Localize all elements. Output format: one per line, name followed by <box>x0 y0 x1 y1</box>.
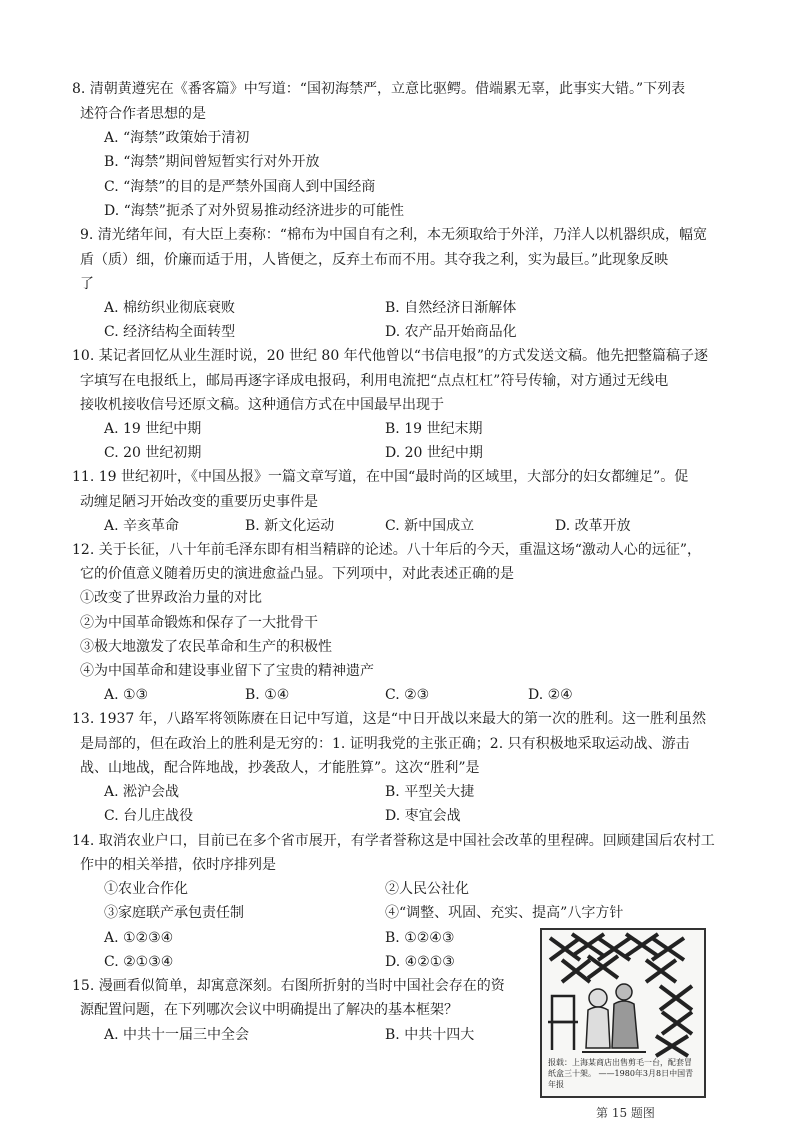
q8-option-a: A. “海禁”政策始于清初 <box>104 130 250 146</box>
q14-stem-line-1: 14. 取消农业户口，目前已在多个省市展开，有学者誉称这是中国社会改革的里程碑。回顾建国后农村工 <box>72 833 715 849</box>
q12-item-2: ②为中国革命锻炼和保存了一大批骨干 <box>80 615 318 631</box>
q11-option-b: B. 新文化运动 <box>245 518 335 534</box>
q13-option-d: D. 枣宜会战 <box>385 808 461 824</box>
q10-option-b: B. 19 世纪末期 <box>385 421 483 437</box>
q14-option-b: B. ①②④③ <box>385 930 455 946</box>
q8-stem-line-2: 述符合作者思想的是 <box>80 106 206 122</box>
q12-option-d: D. ②④ <box>528 687 573 703</box>
q14-item-2: ②人民公社化 <box>385 881 469 897</box>
q12-option-c: C. ②③ <box>385 687 430 703</box>
q9-option-b: B. 自然经济日渐解体 <box>385 300 517 316</box>
q11-option-d: D. 改革开放 <box>555 518 631 534</box>
q15-option-b: B. 中共十四大 <box>385 1027 475 1043</box>
q14-item-3: ③家庭联产承包责任制 <box>104 905 244 921</box>
q12-stem-line-2: 它的价值意义随着历史的演进愈益凸显。下列项中，对此表述正确的是 <box>80 566 514 582</box>
q8-stem-line-1: 8. 清朝黄遵宪在《番客篇》中写道：“国初海禁严，立意比驱鳄。借端累无辜，此事实大错。”下列表 <box>72 81 686 97</box>
q9-option-c: C. 经济结构全面转型 <box>104 324 236 340</box>
q12-item-4: ④为中国革命和建设事业留下了宝贵的精神遗产 <box>80 663 374 679</box>
q12-item-3: ③极大地激发了农民革命和生产的积极性 <box>80 639 332 655</box>
q14-item-4: ④“调整、巩固、充实、提高”八字方针 <box>385 905 624 921</box>
q14-item-1: ①农业合作化 <box>104 881 188 897</box>
q14-stem-line-2: 作中的相关举措，依时序排列是 <box>80 857 276 873</box>
q14-option-c: C. ②①③④ <box>104 954 174 970</box>
cartoon-caption-text: 报载：上海某商店出售剪毛一台，配套冒纸盒三十架。 <box>548 1058 692 1078</box>
q12-option-b: B. ①④ <box>245 687 290 703</box>
q10-stem-line-2: 字填写在电报纸上，邮局再逐字译成电报码，利用电流把“点点杠杠”符号传输，对方通过无线电 <box>80 373 669 389</box>
q14-option-d: D. ④②①③ <box>385 954 455 970</box>
q11-option-a: A. 辛亥革命 <box>104 518 180 534</box>
q13-stem-line-3: 战、山地战，配合阵地战，抄袭敌人，才能胜算”。这次“胜利”是 <box>80 760 480 776</box>
q8-option-c: C. “海禁”的目的是严禁外国商人到中国经商 <box>104 179 376 195</box>
q9-option-d: D. 农产品开始商品化 <box>385 324 517 340</box>
q13-option-b: B. 平型关大捷 <box>385 784 475 800</box>
q13-stem-line-1: 13. 1937 年，八路军将领陈赓在日记中写道，这是“中日开战以来最大的第一次的胜利。这一胜利虽然 <box>72 711 706 727</box>
q9-option-a: A. 棉纺织业彻底衰败 <box>104 300 236 316</box>
q13-stem-line-2: 是局部的，但在政治上的胜利是无穷的：1. 证明我党的主张正确；2. 只有积极地采取运动战、游击 <box>80 736 690 752</box>
q15-option-a: A. 中共十一届三中全会 <box>104 1027 250 1043</box>
q13-option-c: C. 台儿庄战役 <box>104 808 194 824</box>
q11-stem-line-1: 11. 19 世纪初叶，《中国丛报》一篇文章写道，在中国“最时尚的区域里，大部分的妇女都缠足”。促 <box>72 469 689 485</box>
q12-option-a: A. ①③ <box>104 687 149 703</box>
q8-option-b: B. “海禁”期间曾短暂实行对外开放 <box>104 154 320 170</box>
q10-option-a: A. 19 世纪中期 <box>104 421 202 437</box>
q10-stem-line-1: 10. 某记者回忆从业生涯时说，20 世纪 80 年代他曾以“书信电报”的方式发送文稿。他先把整篇稿子逐 <box>72 348 709 364</box>
cartoon-caption <box>548 1057 698 1090</box>
q13-option-a: A. 淞沪会战 <box>104 784 180 800</box>
q9-stem-line-3: 了 <box>80 276 94 292</box>
q8-option-d: D. “海禁”扼杀了对外贸易推动经济进步的可能性 <box>104 203 404 219</box>
q12-item-1: ①改变了世界政治力量的对比 <box>80 590 262 606</box>
q9-stem-line-2: 盾（质）细，价廉而适于用，人皆便之，反弃土布而不用。其夺我之利，实为最巨。”此现象反映 <box>80 252 669 268</box>
q11-option-c: C. 新中国成立 <box>385 518 475 534</box>
q14-option-a: A. ①②③④ <box>104 930 174 946</box>
figure-caption: 第 15 题图 <box>596 1106 655 1120</box>
q15-stem-line-1: 15. 漫画看似简单，却寓意深刻。右图所折射的当时中国社会存在的资 <box>72 978 505 994</box>
q10-stem-line-3: 接收机接收信号还原文稿。这种通信方式在中国最早出现于 <box>80 397 444 413</box>
q11-stem-line-2: 动缠足陋习开始改变的重要历史事件是 <box>80 494 318 510</box>
cartoon-credit: ——1980年3月8日中国青年报 <box>548 1069 694 1089</box>
q9-stem-line-1: 9. 清光绪年间，有大臣上奏称：“棉布为中国自有之利，本无须取给于外洋，乃洋人以机器织成，幅宽 <box>80 227 707 243</box>
q15-cartoon-figure <box>540 928 706 1098</box>
q15-stem-line-2: 源配置问题，在下列哪次会议中明确提出了解决的基本框架？ <box>80 1002 458 1018</box>
q10-option-d: D. 20 世纪中期 <box>385 445 483 461</box>
q10-option-c: C. 20 世纪初期 <box>104 445 202 461</box>
q12-stem-line-1: 12. 关于长征，八十年前毛泽东即有相当精辟的论述。八十年后的今天，重温这场“激动人心的远征”， <box>72 542 702 558</box>
